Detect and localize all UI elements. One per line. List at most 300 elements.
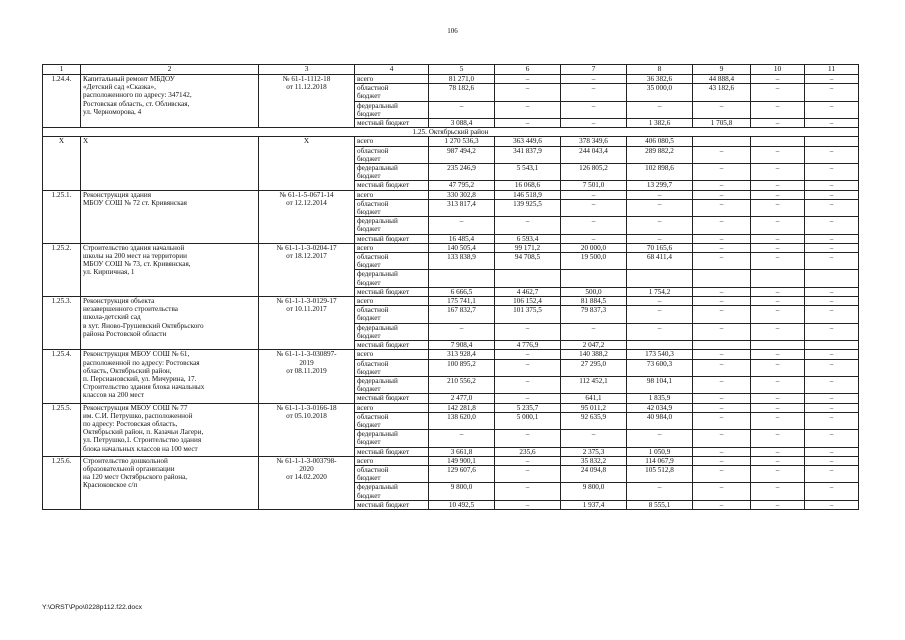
value-cell: – (693, 500, 751, 509)
item-name: Реконструкция МБОУ СОШ № 77 им. С.И. Петрушко, расположенной по адресу: Ростовская область, Октябрьский район, п. Казачьи Лагери, ул. Петрушко,1. Строительство здания блока начальных классов на 100 мест (81, 403, 259, 456)
value-cell: – (495, 84, 561, 101)
value-cell: – (627, 190, 693, 199)
value-cell: – (495, 483, 561, 500)
value-cell: – (751, 403, 805, 412)
item-name: Реконструкция МБОУ СОШ № 61, расположенной по адресу: Ростовская область, Октябрьский район, п. Персиановский, ул. Мичурина, 17. Строительство здания блока начальных классов на 200 мест (81, 350, 259, 403)
value-cell: 95 011,2 (561, 403, 627, 412)
value-cell: 5 543,1 (495, 164, 561, 181)
item-number: 1.25.4. (43, 350, 81, 403)
value-cell: – (693, 447, 751, 456)
funding-source: федеральный бюджет (355, 483, 429, 500)
funding-source: всего (355, 243, 429, 252)
value-cell: – (751, 483, 805, 500)
value-cell: – (805, 287, 859, 296)
value-cell: 142 281,8 (429, 403, 495, 412)
section-row (43, 128, 859, 137)
value-cell: 406 080,5 (627, 137, 693, 146)
value-cell: 73 600,3 (627, 359, 693, 376)
funding-source: областной бюджет (355, 359, 429, 376)
value-cell: 10 492,5 (429, 500, 495, 509)
value-cell: 101 375,5 (495, 306, 561, 323)
funding-source: всего (355, 137, 429, 146)
value-cell: 99 171,2 (495, 243, 561, 252)
value-cell: – (561, 190, 627, 199)
value-cell: 7 501,0 (561, 181, 627, 190)
value-cell: 139 925,5 (495, 199, 561, 216)
value-cell: – (693, 190, 751, 199)
value-cell: – (495, 217, 561, 234)
value-cell: – (751, 465, 805, 482)
value-cell: – (495, 500, 561, 509)
funding-source: местный бюджет (355, 234, 429, 243)
value-cell: – (805, 376, 859, 393)
item-name: Реконструкция объекта незавершенного строительства школа-детский сад в хут. Яново-Грушевский Октябрьского района Ростовской области (81, 297, 259, 350)
item-document: № 61-1-5-0671-14 от 12.12.2014 (259, 190, 355, 243)
value-cell: – (429, 217, 495, 234)
value-cell: 16 068,6 (495, 181, 561, 190)
header-cell-4: 4 (355, 65, 429, 75)
funding-source: местный бюджет (355, 119, 429, 128)
header-cell-8: 8 (627, 65, 693, 75)
funding-source: местный бюджет (355, 287, 429, 296)
item-name: Строительство здания начальной школы на 200 мест на территории МБОУ СОШ № 73, ст. Кривянская, ул. Кирпичная, 1 (81, 243, 259, 296)
value-cell: 5 235,7 (495, 403, 561, 412)
value-cell: 44 888,4 (693, 75, 751, 84)
value-cell (805, 270, 859, 287)
value-cell: 173 540,3 (627, 350, 693, 359)
value-cell: – (751, 164, 805, 181)
funding-source: федеральный бюджет (355, 217, 429, 234)
value-cell: 78 182,6 (429, 84, 495, 101)
funding-source: всего (355, 190, 429, 199)
value-cell: 1 270 536,3 (429, 137, 495, 146)
value-cell: – (561, 84, 627, 101)
value-cell: 244 043,4 (561, 146, 627, 163)
table-row (43, 297, 859, 306)
value-cell: 1 705,8 (693, 119, 751, 128)
value-cell: 13 299,7 (627, 181, 693, 190)
value-cell: 363 449,6 (495, 137, 561, 146)
value-cell: 987 494,2 (429, 146, 495, 163)
value-cell: – (751, 306, 805, 323)
table-row (43, 403, 859, 412)
value-cell: 2 375,3 (561, 447, 627, 456)
value-cell: 9 800,0 (429, 483, 495, 500)
value-cell: 140 388,2 (561, 350, 627, 359)
value-cell: – (751, 119, 805, 128)
value-cell: – (561, 119, 627, 128)
value-cell: – (751, 350, 805, 359)
item-document: № 61-1-1-3-003798- 2020 от 14.02.2020 (259, 456, 355, 509)
value-cell (429, 270, 495, 287)
value-cell: – (495, 430, 561, 447)
item-number: Х (43, 137, 81, 190)
value-cell: 140 505,4 (429, 243, 495, 252)
value-cell (495, 270, 561, 287)
funding-source: всего (355, 403, 429, 412)
value-cell: – (805, 101, 859, 118)
value-cell: – (805, 430, 859, 447)
value-cell: – (627, 297, 693, 306)
value-cell: – (805, 350, 859, 359)
value-cell: – (693, 253, 751, 270)
value-cell: – (805, 323, 859, 340)
item-number: 1.25.3. (43, 297, 81, 350)
table-row (43, 350, 859, 359)
funding-source: федеральный бюджет (355, 323, 429, 340)
value-cell: – (693, 323, 751, 340)
value-cell: – (693, 483, 751, 500)
value-cell: – (751, 500, 805, 509)
funding-source: областной бюджет (355, 146, 429, 163)
value-cell: – (805, 190, 859, 199)
value-cell: 235,6 (495, 447, 561, 456)
funding-source: федеральный бюджет (355, 376, 429, 393)
value-cell: – (627, 430, 693, 447)
value-cell: 1 754,2 (627, 287, 693, 296)
page-number: 106 (447, 27, 458, 35)
value-cell (751, 341, 805, 350)
item-number: 1.25.2. (43, 243, 81, 296)
value-cell: – (693, 164, 751, 181)
value-cell: – (627, 234, 693, 243)
value-cell (561, 270, 627, 287)
value-cell: 43 182,6 (693, 84, 751, 101)
value-cell: 235 246,9 (429, 164, 495, 181)
value-cell: 81 271,0 (429, 75, 495, 84)
item-number: 1.25.6. (43, 456, 81, 509)
value-cell: – (805, 306, 859, 323)
value-cell: – (751, 287, 805, 296)
funding-source: всего (355, 350, 429, 359)
value-cell: 289 882,2 (627, 146, 693, 163)
value-cell: 126 805,2 (561, 164, 627, 181)
value-cell: – (751, 456, 805, 465)
value-cell: 8 555,1 (627, 500, 693, 509)
value-cell: – (693, 181, 751, 190)
value-cell: – (561, 323, 627, 340)
value-cell: 68 411,4 (627, 253, 693, 270)
value-cell: – (751, 359, 805, 376)
value-cell (627, 270, 693, 287)
value-cell: – (805, 359, 859, 376)
value-cell: 1 835,9 (627, 394, 693, 403)
value-cell: – (805, 181, 859, 190)
value-cell: – (429, 101, 495, 118)
value-cell: – (805, 164, 859, 181)
header-cell-2: 2 (81, 65, 259, 75)
item-number: 1.25.5. (43, 403, 81, 456)
value-cell: – (627, 323, 693, 340)
value-cell: – (751, 253, 805, 270)
value-cell: – (693, 306, 751, 323)
value-cell: 175 741,1 (429, 297, 495, 306)
value-cell: – (495, 359, 561, 376)
value-cell: 210 556,2 (429, 376, 495, 393)
funding-source: местный бюджет (355, 500, 429, 509)
funding-source: областной бюджет (355, 84, 429, 101)
value-cell: – (693, 456, 751, 465)
value-cell: 106 152,4 (495, 297, 561, 306)
value-cell: 149 900,1 (429, 456, 495, 465)
funding-source: областной бюджет (355, 412, 429, 429)
value-cell: – (561, 234, 627, 243)
value-cell: – (805, 84, 859, 101)
value-cell: – (751, 412, 805, 429)
value-cell: – (693, 297, 751, 306)
header-cell-3: 3 (259, 65, 355, 75)
value-cell: 70 165,6 (627, 243, 693, 252)
item-name: Строительство дошкольной образовательной организации на 120 мест Октябрьского района, Красюковское с/п (81, 456, 259, 509)
item-number: 1.25.1. (43, 190, 81, 243)
value-cell: – (805, 447, 859, 456)
value-cell: 79 837,3 (561, 306, 627, 323)
value-cell: 1 050,9 (627, 447, 693, 456)
value-cell: 92 635,9 (561, 412, 627, 429)
header-row (43, 65, 859, 75)
funding-source: всего (355, 75, 429, 84)
value-cell: 35 832,2 (561, 456, 627, 465)
value-cell: – (751, 199, 805, 216)
value-cell: – (561, 430, 627, 447)
value-cell: – (693, 359, 751, 376)
value-cell: – (805, 456, 859, 465)
table-row (43, 75, 859, 84)
value-cell: 1 937,4 (561, 500, 627, 509)
funding-source: областной бюджет (355, 465, 429, 482)
value-cell: – (693, 412, 751, 429)
value-cell: 16 485,4 (429, 234, 495, 243)
value-cell: 167 832,7 (429, 306, 495, 323)
item-document: № 61-1-1-3-0204-17 от 18.12.2017 (259, 243, 355, 296)
value-cell: – (751, 190, 805, 199)
section-title: 1.25. Октябрьский район (43, 128, 859, 137)
item-name: Реконструкция здания МБОУ СОШ № 72 ст. Кривянская (81, 190, 259, 243)
value-cell (805, 137, 859, 146)
value-cell: 102 898,6 (627, 164, 693, 181)
value-cell: 24 094,8 (561, 465, 627, 482)
value-cell: – (627, 217, 693, 234)
file-path-footer: Y:\ORST\Ppo\0228p112.f22.docx (42, 604, 143, 611)
value-cell: – (751, 75, 805, 84)
value-cell: 4 776,9 (495, 341, 561, 350)
funding-source: местный бюджет (355, 394, 429, 403)
item-document: № 61-1-1-3-0166-18 от 05.10.2018 (259, 403, 355, 456)
value-cell: – (693, 146, 751, 163)
value-cell: 341 837,9 (495, 146, 561, 163)
table-row (43, 137, 859, 146)
item-name: Х (81, 137, 259, 190)
value-cell: 36 382,6 (627, 75, 693, 84)
value-cell: 641,1 (561, 394, 627, 403)
value-cell: – (429, 323, 495, 340)
value-cell (693, 270, 751, 287)
value-cell: – (805, 243, 859, 252)
value-cell: – (751, 234, 805, 243)
header-cell-11: 11 (805, 65, 859, 75)
value-cell: 3 661,8 (429, 447, 495, 456)
value-cell: – (805, 75, 859, 84)
value-cell: 35 000,0 (627, 84, 693, 101)
funding-source: федеральный бюджет (355, 101, 429, 118)
header-cell-5: 5 (429, 65, 495, 75)
value-cell: – (561, 217, 627, 234)
value-cell: – (495, 350, 561, 359)
value-cell: 5 000,1 (495, 412, 561, 429)
budget-table (42, 64, 859, 510)
value-cell: – (751, 101, 805, 118)
value-cell: 81 884,5 (561, 297, 627, 306)
value-cell: 42 034,9 (627, 403, 693, 412)
value-cell: 112 452,1 (561, 376, 627, 393)
value-cell: 20 000,0 (561, 243, 627, 252)
value-cell (693, 341, 751, 350)
value-cell: 146 518,9 (495, 190, 561, 199)
value-cell: – (693, 101, 751, 118)
value-cell: – (805, 119, 859, 128)
value-cell: – (693, 403, 751, 412)
value-cell: 114 067,9 (627, 456, 693, 465)
value-cell: – (495, 376, 561, 393)
header-cell-10: 10 (751, 65, 805, 75)
item-document: Х (259, 137, 355, 190)
value-cell (805, 341, 859, 350)
funding-source: федеральный бюджет (355, 430, 429, 447)
value-cell: 100 895,2 (429, 359, 495, 376)
value-cell: 3 088,4 (429, 119, 495, 128)
value-cell: – (693, 217, 751, 234)
value-cell: – (805, 500, 859, 509)
value-cell: 129 607,6 (429, 465, 495, 482)
value-cell: – (805, 234, 859, 243)
value-cell: – (693, 394, 751, 403)
table-row (43, 243, 859, 252)
table-row (43, 190, 859, 199)
value-cell: – (429, 430, 495, 447)
value-cell: – (495, 75, 561, 84)
value-cell: – (805, 217, 859, 234)
funding-source: областной бюджет (355, 199, 429, 216)
item-document: № 61-1-1-3-030897- 2019 от 08.11.2019 (259, 350, 355, 403)
value-cell: – (627, 483, 693, 500)
header-cell-9: 9 (693, 65, 751, 75)
value-cell: – (495, 394, 561, 403)
value-cell: 6 666,5 (429, 287, 495, 296)
value-cell: 7 908,4 (429, 341, 495, 350)
value-cell: 313 928,4 (429, 350, 495, 359)
value-cell: 378 349,6 (561, 137, 627, 146)
value-cell: 98 104,1 (627, 376, 693, 393)
value-cell: – (805, 465, 859, 482)
value-cell: – (805, 253, 859, 270)
value-cell (627, 341, 693, 350)
value-cell: 330 302,8 (429, 190, 495, 199)
value-cell (693, 137, 751, 146)
header-cell-6: 6 (495, 65, 561, 75)
value-cell: – (693, 430, 751, 447)
value-cell: – (805, 297, 859, 306)
value-cell: – (495, 465, 561, 482)
value-cell: – (627, 199, 693, 216)
value-cell: – (805, 403, 859, 412)
value-cell: – (693, 234, 751, 243)
value-cell: – (751, 217, 805, 234)
value-cell: – (693, 465, 751, 482)
value-cell: 1 382,6 (627, 119, 693, 128)
value-cell: 19 500,0 (561, 253, 627, 270)
funding-source: местный бюджет (355, 341, 429, 350)
value-cell: 313 817,4 (429, 199, 495, 216)
value-cell: – (805, 394, 859, 403)
value-cell: – (561, 75, 627, 84)
value-cell: 2 477,0 (429, 394, 495, 403)
value-cell: – (805, 199, 859, 216)
value-cell: – (693, 199, 751, 216)
item-number: 1.24.4. (43, 75, 81, 128)
funding-source: федеральный бюджет (355, 270, 429, 287)
value-cell: – (693, 350, 751, 359)
value-cell: – (495, 323, 561, 340)
value-cell (751, 270, 805, 287)
value-cell (751, 137, 805, 146)
value-cell: – (805, 146, 859, 163)
funding-source: областной бюджет (355, 253, 429, 270)
funding-source: областной бюджет (355, 306, 429, 323)
value-cell: – (805, 412, 859, 429)
table-row (43, 456, 859, 465)
header-cell-1: 1 (43, 65, 81, 75)
value-cell: – (693, 287, 751, 296)
value-cell: – (751, 430, 805, 447)
value-cell: – (561, 101, 627, 118)
value-cell: 47 795,2 (429, 181, 495, 190)
value-cell: – (627, 101, 693, 118)
value-cell: – (805, 483, 859, 500)
value-cell: 27 295,0 (561, 359, 627, 376)
value-cell: – (751, 447, 805, 456)
value-cell: 105 512,8 (627, 465, 693, 482)
item-document: № 61-1-1-3-0129-17 от 10.11.2017 (259, 297, 355, 350)
value-cell: 500,0 (561, 287, 627, 296)
value-cell: 9 800,0 (561, 483, 627, 500)
value-cell: 94 708,5 (495, 253, 561, 270)
value-cell: – (561, 199, 627, 216)
item-document: № 61-1-1112-18 от 11.12.2018 (259, 75, 355, 128)
value-cell: – (751, 181, 805, 190)
value-cell: – (751, 323, 805, 340)
value-cell: – (693, 243, 751, 252)
value-cell: 2 047,2 (561, 341, 627, 350)
value-cell: – (751, 243, 805, 252)
item-name: Капитальный ремонт МБДОУ «Детский сад «Сказка», расположенного по адресу: 347142, Ростовская область, ст. Обливская, ул. Черноморова, 4 (81, 75, 259, 128)
value-cell: 40 984,0 (627, 412, 693, 429)
value-cell: – (495, 119, 561, 128)
value-cell: – (751, 297, 805, 306)
value-cell: – (751, 146, 805, 163)
funding-source: всего (355, 297, 429, 306)
header-cell-7: 7 (561, 65, 627, 75)
value-cell: – (693, 376, 751, 393)
value-cell: 6 593,4 (495, 234, 561, 243)
value-cell: 133 838,9 (429, 253, 495, 270)
value-cell: – (495, 456, 561, 465)
funding-source: местный бюджет (355, 447, 429, 456)
value-cell: – (751, 84, 805, 101)
funding-source: федеральный бюджет (355, 164, 429, 181)
value-cell: – (751, 376, 805, 393)
value-cell: – (751, 394, 805, 403)
funding-source: местный бюджет (355, 181, 429, 190)
